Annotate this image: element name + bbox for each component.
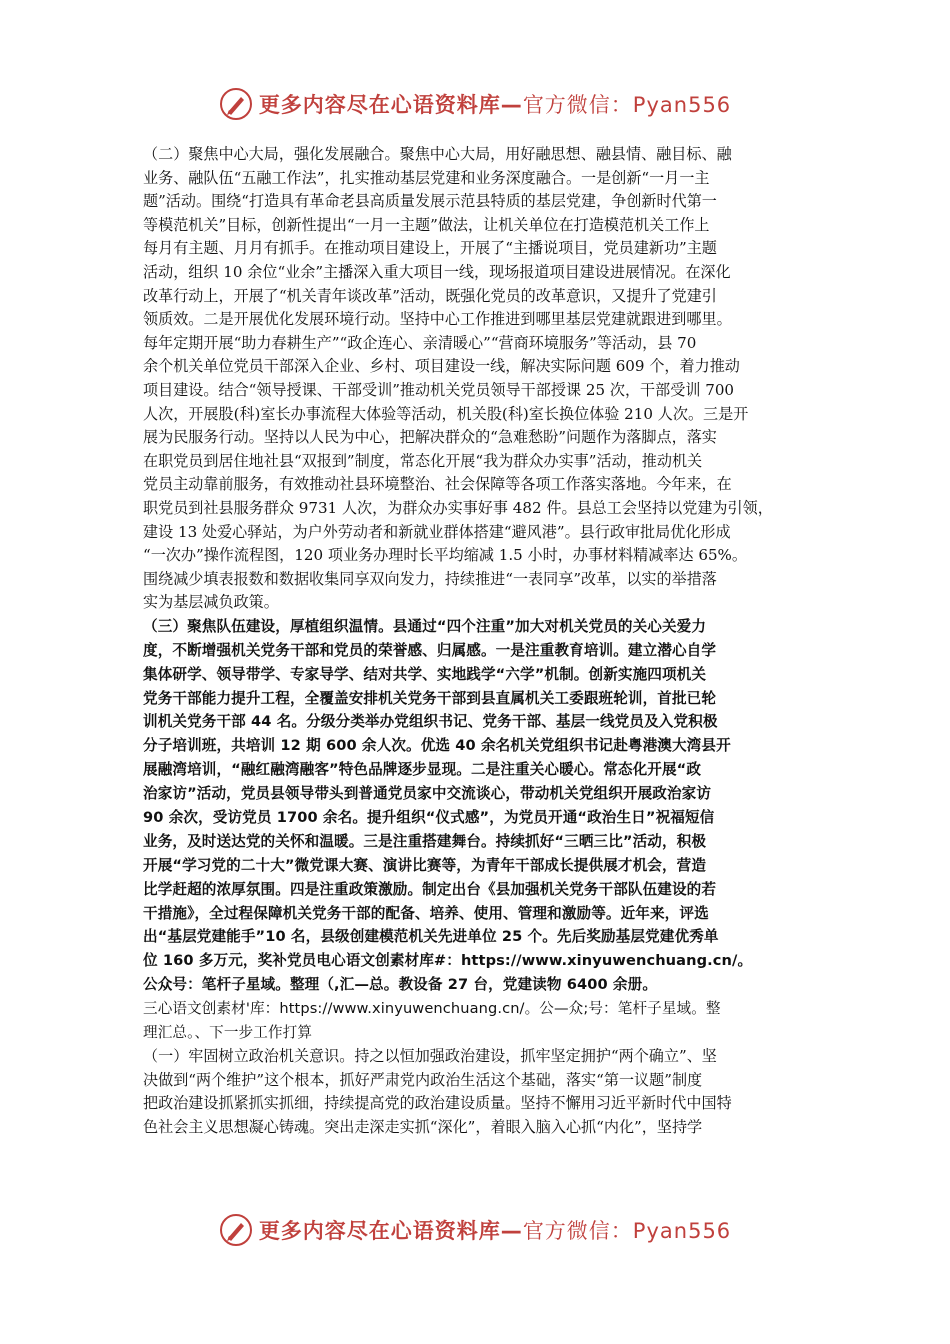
text-line: 党员主动靠前服务，有效推动社县环境整治、社会保障等各项工作落实落地。今年来，在 — [143, 475, 732, 494]
text-line: 分子培训班，共培训 12 期 600 余人次。优选 40 余名机关党组织书记赴粤港澳大湾县开 — [143, 737, 731, 755]
text-line: 每年定期开展“助力春耕生产”“政企连心、亲清暖心”“营商环境服务”等活动，县 70 — [143, 333, 697, 352]
text-line: 实为基层减负政策。 — [143, 593, 279, 612]
banner-text — [259, 1215, 731, 1245]
text-line: 在职党员到居住地社县“双报到”制度，常态化开展“我为群众办实事”活动，推动机关 — [143, 451, 703, 470]
text-line: 干措施》，全过程保障机关党务干部的配备、培养、使用、管理和激励等。近年来，评选 — [143, 904, 709, 922]
text-line: 等模范机关”目标，创新性提出“一月一主题”做法，让机关单位在打造模范机关工作上 — [143, 215, 710, 234]
text-line: 开展“学习党的二十大”微党课大赛、演讲比赛等，为青年干部成长提供展才机会，营造 — [143, 856, 707, 874]
text-line: 余个机关单位党员干部深入企业、乡村、项目建设一线，解决实际问题 609 个，着力推动 — [143, 357, 740, 376]
text-line: 业务，及时送达党的关怀和温暖。三是注重搭建舞台。持续抓好“三晒三比”活动，积极 — [143, 832, 707, 850]
text-line: （三）聚焦队伍建设，厚植组织温情。县通过“四个注重”加大对机关党员的关心关爱力 — [143, 617, 707, 635]
text-line: 展为民服务行动。坚持以人民为中心，把解决群众的“急难愁盼”问题作为落脚点，落实 — [143, 428, 717, 447]
text-line: 建设 13 处爱心驿站，为户外劳动者和新就业群体搭建“避风港”。县行政审批局优化形成 — [143, 522, 731, 541]
text-line: （一）牢固树立政治机关意识。持之以恒加强政治建设，抓牢坚定拥护“两个确立”、坚 — [143, 1046, 717, 1065]
text-line: （二）聚焦中心大局，强化发展融合。聚焦中心大局，用好融思想、融县情、融目标、融 — [143, 145, 732, 163]
header-watermark-banner — [0, 82, 950, 126]
text-line: 比学赶超的浓厚氛围。四是注重政策激励。制定出台《县加强机关党务干部队伍建设的若 — [143, 880, 717, 898]
text-line: 色社会主义思想凝心铸魂。突出走深走实抓“深化”，着眼入脑入心抓“内化”，坚持学 — [143, 1117, 703, 1136]
paragraph-4 — [143, 1045, 810, 1139]
paragraph-3 — [143, 615, 810, 997]
text-line: 展融湾培训，“融红融湾融客”特色品牌逐步显现。二是注重关心暖心。常态化开展“政 — [143, 761, 702, 779]
text-line: 三心语文创素材'库：https://www.xinyuwenchuang.cn/。公—众;号：笔杆子星域。整 — [143, 1000, 721, 1018]
banner-wechat-text: 官方微信：Pyan556 — [522, 1219, 732, 1243]
pen-logo-icon — [219, 87, 253, 121]
text-line: 人次，开展股(科)室长办事流程大体验等活动，机关股(科)室长换位体验 210 人次。三是开 — [143, 404, 749, 423]
pen-logo-icon — [219, 1213, 253, 1247]
text-line: 训机关党务干部 44 名。分级分类举办党组织书记、党务干部、基层一线党员及入党积极 — [143, 713, 718, 731]
text-line: 集体研学、领导带学、专家导学、结对共学、实地践学“六学”机制。创新实施四项机关 — [143, 665, 707, 683]
text-line: 治家访”活动，党员县领导带头到普通党员家中交流谈心，带动机关党组织开展政治家访 — [143, 785, 712, 803]
text-line: 题”活动。围绕“打造具有革命老县高质量发展示范县特质的基层党建，争创新时代第一 — [143, 192, 717, 211]
paragraph-2 — [143, 143, 810, 615]
text-line: 每月有主题、月月有抓手。在推动项目建设上，开展了“主播说项目，党员建新功”主题 — [143, 239, 717, 258]
text-line: 党务干部能力提升工程，全覆盖安排机关党务干部到县直属机关工委跟班轮训，首批已轮 — [143, 689, 717, 707]
text-line: 位 160 多万元，奖补党员电心语文创素材库#：https://www.xinyuwenchuang.cn/。 — [143, 952, 753, 970]
document-body — [143, 143, 810, 1139]
text-line: 理汇总。、下一步工作打算 — [143, 1024, 313, 1042]
text-line: 公众号：笔杆子星域。整理（,汇—总。教设备 27 台，党建读物 6400 余册。 — [143, 976, 658, 994]
text-line: 改革行动上，开展了“机关青年谈改革”活动，既强化党员的改革意识，又提升了党建引 — [143, 286, 717, 305]
banner-text — [259, 89, 731, 119]
banner-main-text: 更多内容尽在心语资料库— — [258, 1219, 523, 1243]
banner-wechat-text: 官方微信：Pyan556 — [522, 93, 732, 117]
text-line: 业务、融队伍“五融工作法”，扎实推动基层党建和业务深度融合。一是创新“一月一主 — [143, 168, 710, 187]
text-line: 职党员到社县服务群众 9731 人次，为群众办实事好事 482 件。县总工会坚持以党建为引领， — [143, 498, 773, 517]
text-line: 围绕减少填表报数和数据收集同享双向发力，持续推进“一表同享”改革，以实的举措落 — [143, 569, 717, 588]
text-line: 90 余次，受访党员 1700 余名。提升组织“仪式感”，为党员开通“政治生日”祝福短信 — [143, 809, 715, 826]
text-line: 度，不断增强机关党务干部和党员的荣誉感、归属感。一是注重教育培训。建立潜心自学 — [143, 641, 717, 659]
footer-watermark-banner — [0, 1208, 950, 1252]
text-line: 活动，组织 10 余位“业余”主播深入重大项目一线，现场报道项目建设进展情况。在深化 — [143, 262, 731, 281]
text-line: 出“基层党建能手”10 名，县级创建模范机关先进单位 25 个。先后奖励基层党建优秀单 — [143, 928, 719, 946]
text-line: 领质效。二是开展优化发展环境行动。坚持中心工作推进到哪里基层党建就跟进到哪里。 — [143, 310, 732, 329]
banner-main-text: 更多内容尽在心语资料库— — [258, 93, 523, 117]
text-line: 决做到“两个维护”这个根本，抓好严肃党内政治生活这个基础，落实“第一议题”制度 — [143, 1070, 703, 1089]
text-line: 项目建设。结合“领导授课、干部受训”推动机关党员领导干部授课 25 次，干部受训 700 — [143, 380, 735, 399]
paragraph-next-steps — [143, 997, 810, 1045]
text-line: 把政治建设抓紧抓实抓细，持续提高党的政治建设质量。坚持不懈用习近平新时代中国特 — [143, 1094, 732, 1113]
text-line: “一次办”操作流程图，120 项业务办理时长平均缩减 1.5 小时，办事材料精减率达 65%。 — [143, 546, 747, 565]
